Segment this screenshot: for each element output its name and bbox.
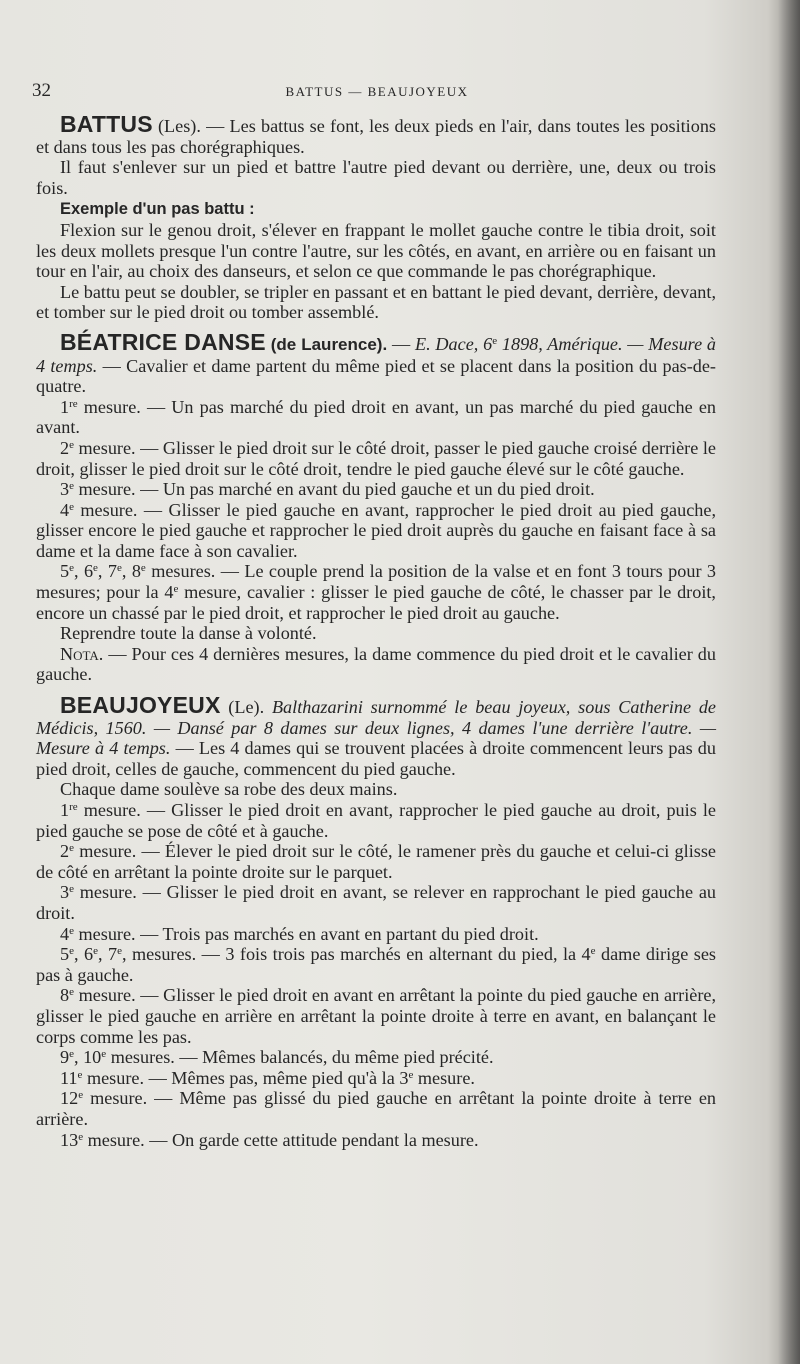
measure-paragraph: 2e mesure. — Glisser le pied droit sur le côté droit, passer le pied gauche croisé derrière le droit, glisser le pied droit sur le côté droit, tendre le pied gauche élevé sur le côté gauche. bbox=[36, 437, 716, 479]
measure-paragraph: 13e mesure. — On garde cette attitude pendant la mesure. bbox=[60, 1129, 479, 1150]
headword-battus: BATTUS bbox=[60, 111, 153, 137]
beatrice-intro: BÉATRICE DANSE (de Laurence). — E. Dace, 6e 1898, Amérique. — Mesure à 4 temps. — Cavalier et dame partent du même pied et se placent dans la position du pas-de-quatre. bbox=[36, 328, 717, 397]
beaujoyeux-intro: BEAUJOYEUX (Le). Balthazarini surnommé le beau joyeux, sous Catherine de Médicis, 1560. — Dansé par 8 dames sur deux lignes, 4 dames l'une derrière l'autre. — Mesure à 4 temps. — Les 4 dames qui se trouvent placées à droite commencent leurs pas du pied droit, celles de gauche, commencent du pied gauche. bbox=[36, 692, 716, 779]
measure-paragraph: 1re mesure. — Un pas marché du pied droit en avant, un pas marché du pied gauche en avant. bbox=[36, 396, 716, 438]
measure-paragraph: 5e, 6e, 7e, 8e mesures. — Le couple prend la position de la valse et en font 3 tours pour 3 mesures; pour la 4e mesure, cavalier : glisser le pied gauche de côté, le chasser par le droit, encore un chassé par le pied droit, et rapprocher le pied droit au gauche. bbox=[36, 561, 716, 623]
measure-paragraph: 12e mesure. — Même pas glissé du pied gauche en arrêtant la pointe droite à terre en arrière. bbox=[36, 1088, 716, 1129]
page-number: 32 bbox=[32, 80, 51, 101]
measure-paragraph: 8e mesure. — Glisser le pied droit en avant en arrêtant la pointe du pied gauche en arrière, glisser le pied gauche en arrière en arrêtant la pointe droite à terre en avant, en balançant le corps comme les pas. bbox=[36, 985, 716, 1047]
beaujoyeux-paragraph: Chaque dame soulève sa robe des deux mains. bbox=[60, 779, 398, 800]
beatrice-paragraph: Reprendre toute la danse à volonté. bbox=[60, 623, 317, 644]
example-heading: Exemple d'un pas battu : bbox=[60, 200, 255, 219]
measure-paragraph: 3e mesure. — Un pas marché en avant du pied gauche et un du pied droit. bbox=[60, 479, 595, 500]
headword-beatrice-danse: BÉATRICE DANSE bbox=[60, 328, 266, 355]
battus-paragraph: Le battu peut se doubler, se tripler en passant et en battant le pied devant, derrière, devant, et tomber sur le pied droit ou tomber assemblé. bbox=[36, 281, 716, 323]
measure-paragraph: 11e mesure. — Mêmes pas, même pied qu'à la 3e mesure. bbox=[60, 1067, 475, 1088]
entry-beatrice-danse bbox=[36, 328, 717, 685]
headword-beaujoyeux: BEAUJOYEUX bbox=[60, 692, 221, 719]
measure-paragraph: 5e, 6e, 7e, mesures. — 3 fois trois pas marchés en alternant du pied, la 4e dame dirige ses pas à gauche. bbox=[36, 944, 717, 985]
entry-beaujoyeux bbox=[36, 692, 717, 1150]
measure-paragraph: 2e mesure. — Élever le pied droit sur le côté, le ramener près du gauche et celui-ci glisse de côté en arrêtant la pointe droite sur le parquet. bbox=[36, 841, 716, 882]
page-header bbox=[32, 80, 722, 104]
measure-paragraph: 1re mesure. — Glisser le pied droit en avant, rapprocher le pied gauche au droit, puis le pied gauche se pose de côté et à gauche. bbox=[36, 800, 716, 841]
dictionary-text bbox=[36, 111, 717, 1150]
running-head: BATTUS — BEAUJOYEUX bbox=[285, 84, 469, 99]
page-gutter-shadow bbox=[778, 0, 800, 1364]
battus-paragraph: Il faut s'enlever sur un pied et battre l'autre pied devant ou derrière, une, deux ou trois fois. bbox=[36, 157, 716, 198]
nota-paragraph: Nota. — Pour ces 4 dernières mesures, la dame commence du pied droit et le cavalier du gauche. bbox=[36, 643, 716, 685]
battus-intro: BATTUS (Les). — Les battus se font, les deux pieds en l'air, dans toutes les positions et dans tous les pas chorégraphiques. bbox=[36, 111, 716, 157]
measure-paragraph: 4e mesure. — Trois pas marchés en avant en partant du pied droit. bbox=[60, 923, 539, 944]
battus-paragraph: Flexion sur le genou droit, s'élever en frappant le mollet gauche contre le tibia droit, soit les deux mollets presque l'un contre l'autre, sur les côtés, en avant, en arrière ou en faisant un tour en l'air, au choix des danseurs, et selon ce que commande le pas chorégraphique. bbox=[36, 219, 716, 282]
measure-paragraph: 4e mesure. — Glisser le pied gauche en avant, rapprocher le pied droit au pied gauche, glisser encore le pied gauche et rapprocher le pied droit auprès du gauche en faisant face à sa dame et la dame face à son cavalier. bbox=[36, 499, 716, 561]
measure-paragraph: 3e mesure. — Glisser le pied droit en avant, se relever en rapprochant le pied gauche au droit. bbox=[36, 882, 716, 923]
measure-paragraph: 9e, 10e mesures. — Mêmes balancés, du même pied précité. bbox=[60, 1047, 494, 1068]
entry-battus bbox=[36, 111, 716, 323]
